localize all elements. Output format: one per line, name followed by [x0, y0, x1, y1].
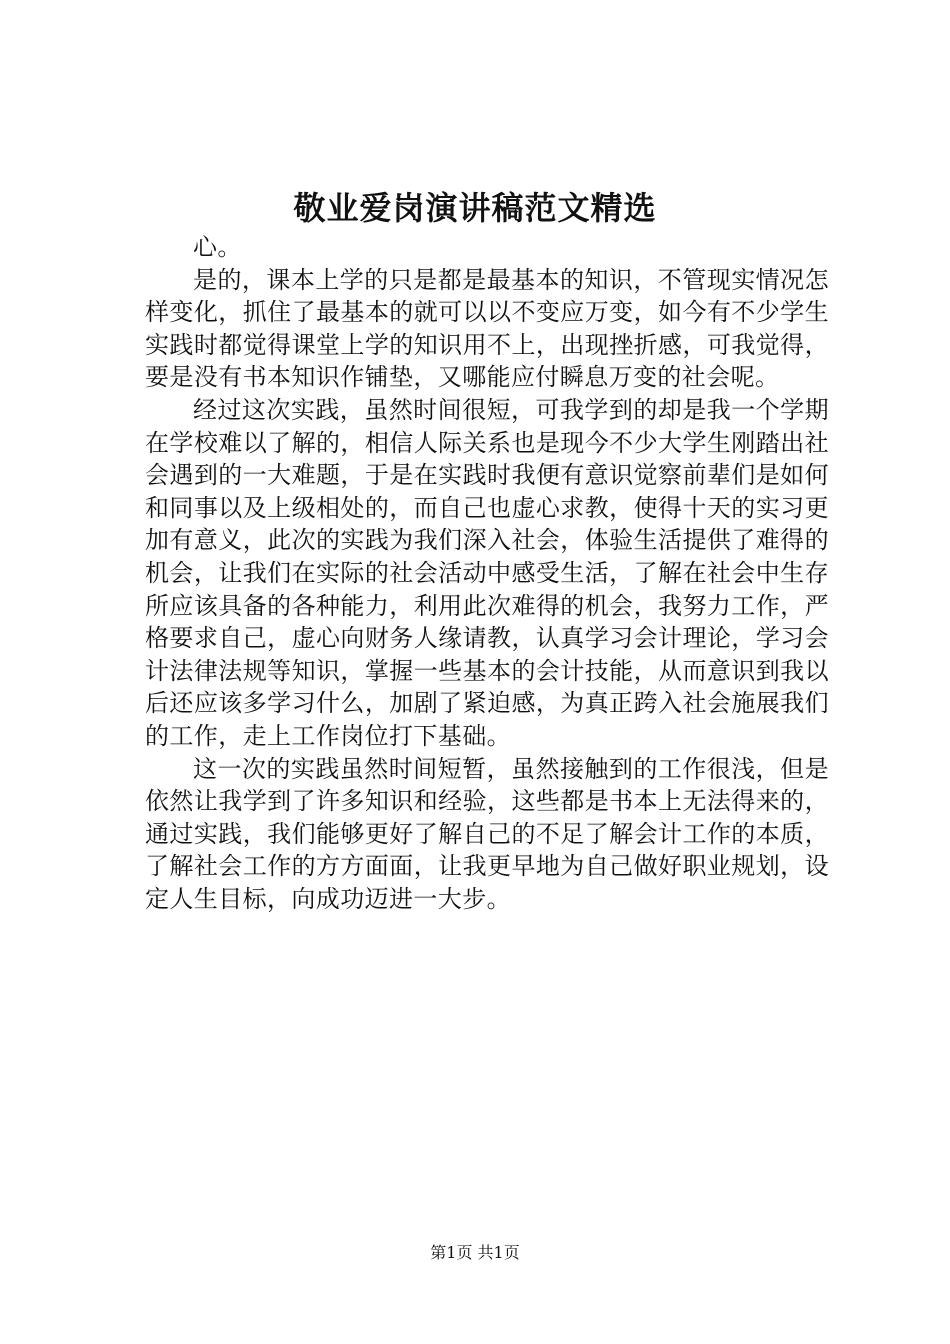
paragraph: 是的，课本上学的只是都是最基本的知识，不管现实情况怎样变化，抓住了最基本的就可以以不变应万变，如今有不少学生实践时都觉得课堂上学的知识用不上，出现挫折感，可我觉得，要是没有书本知识作铺垫，又哪能应付瞬息万变的社会呢。 — [145, 265, 829, 392]
paragraph: 心。 — [193, 233, 242, 261]
page-number-footer: 第1页 共1页 — [430, 1243, 520, 1262]
document-body — [145, 231, 829, 915]
paragraph: 经过这次实践，虽然时间很短，可我学到的却是我一个学期在学校难以了解的，相信人际关系也是现今不少大学生刚踏出社会遇到的一大难题，于是在实践时我便有意识觉察前辈们是如何和同事以及上级相处的，而自己也虚心求教，使得十天的实习更加有意义，此次的实践为我们深入社会，体验生活提供了难得的机会，让我们在实际的社会活动中感受生活，了解在社会中生存所应该具备的各种能力，利用此次难得的机会，我努力工作，严格要求自己，虚心向财务人缘请教，认真学习会计理论，学习会计法律法规等知识，掌握一些基本的会计技能，从而意识到我以后还应该多学习什么，加剧了紧迫感，为真正跨入社会施展我们的工作，走上工作岗位打下基础。 — [145, 395, 829, 750]
paragraph: 这一次的实践虽然时间短暂，虽然接触到的工作很浅，但是依然让我学到了许多知识和经验，这些都是书本上无法得来的，通过实践，我们能够更好了解自己的不足了解会计工作的本质，了解社会工作的方方面面，让我更早地为自己做好职业规划，设定人生目标，向成功迈进一大步。 — [145, 754, 829, 913]
document-title: 敬业爱岗演讲稿范文精选 — [293, 189, 657, 227]
